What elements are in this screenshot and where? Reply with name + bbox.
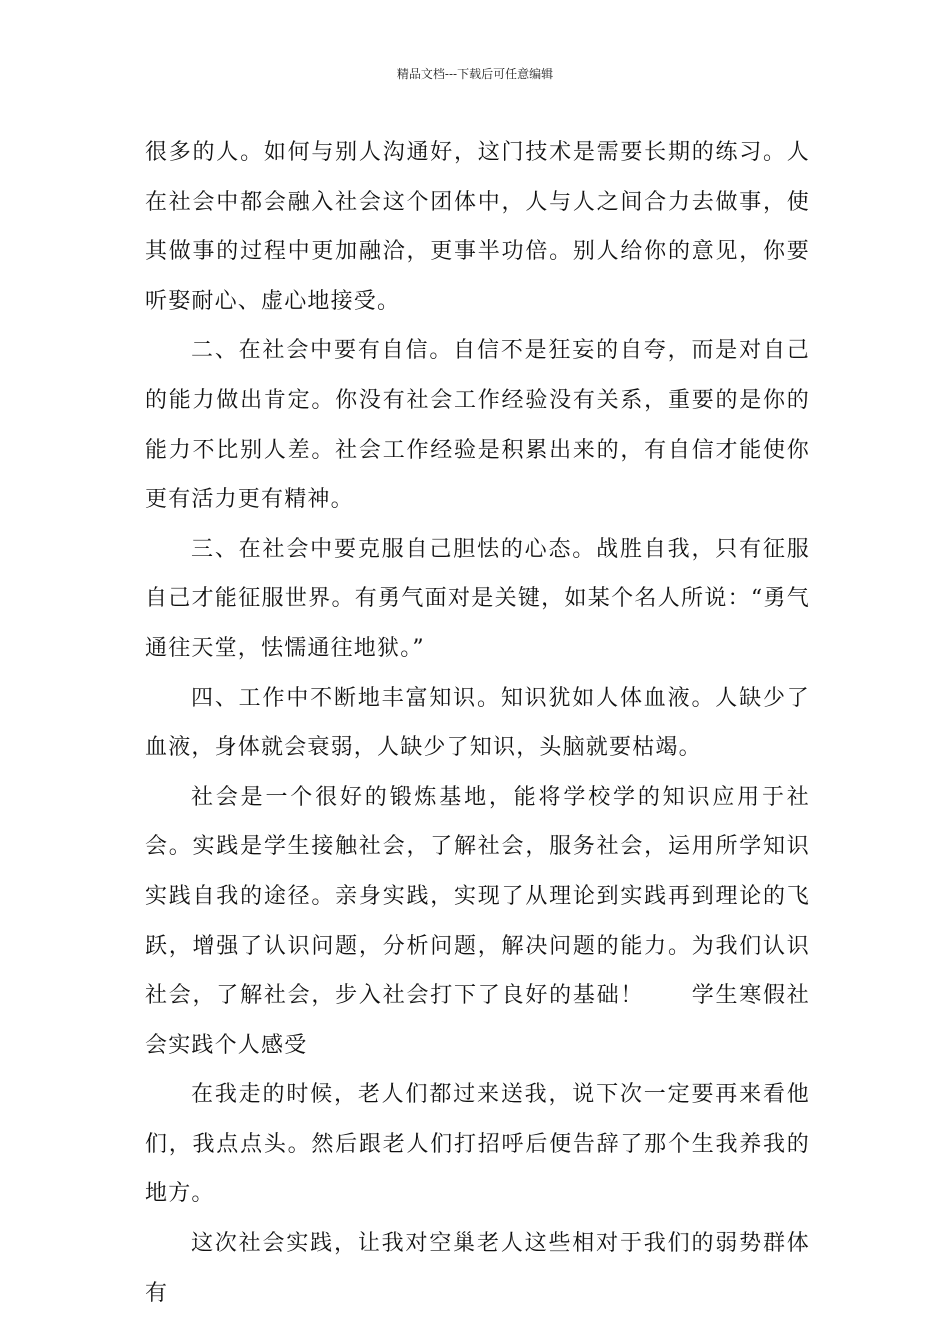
paragraph-2: 二、在社会中要有自信。自信不是狂妄的自夸，而是对自己的能力做出肯定。你没有社会工作经验没有关系，重要的是你的能力不比别人差。社会工作经验是积累出来的，有自信才能使你更有活力更有精神。 (145, 338, 810, 513)
paragraph-7: 这次社会实践，让我对空巢老人这些相对于我们的弱势群体有 (145, 1231, 810, 1306)
paragraph-5: 社会是一个很好的锻炼基地，能将学校学的知识应用于社会。实践是学生接触社会，了解社会，服务社会，运用所学知识实践自我的途径。亲身实践，实现了从理论到实践再到理论的飞跃，增强了认识问题，分析问题，解决问题的能力。为我们认识社会，了解社会，步入社会打下了良好的基础！ 学生寒假社会实践个人感受 (145, 784, 810, 1058)
paragraph-4: 四、工作中不断地丰富知识。知识犹如人体血液。人缺少了血液，身体就会衰弱，人缺少了知识，头脑就要枯竭。 (145, 685, 810, 761)
paragraph-6: 在我走的时候，老人们都过来送我，说下次一定要再来看他们，我点点头。然后跟老人们打招呼后便告辞了那个生我养我的地方。 (145, 1082, 810, 1207)
page-header: 精品文档---下载后可任意编辑 (396, 67, 554, 81)
paragraph-3: 三、在社会中要克服自己胆怯的心态。战胜自我，只有征服自己才能征服世界。有勇气面对是关键，如某个名人所说：“勇气通往天堂，怯懦通往地狱。” (145, 536, 810, 661)
document-body (145, 128, 810, 1318)
paragraph-1: 很多的人。如何与别人沟通好，这门技术是需要长期的练习。人在社会中都会融入社会这个团体中，人与人之间合力去做事，使其做事的过程中更加融洽，更事半功倍。别人给你的意见，你要听娶耐心、虚心地接受。 (145, 140, 810, 314)
